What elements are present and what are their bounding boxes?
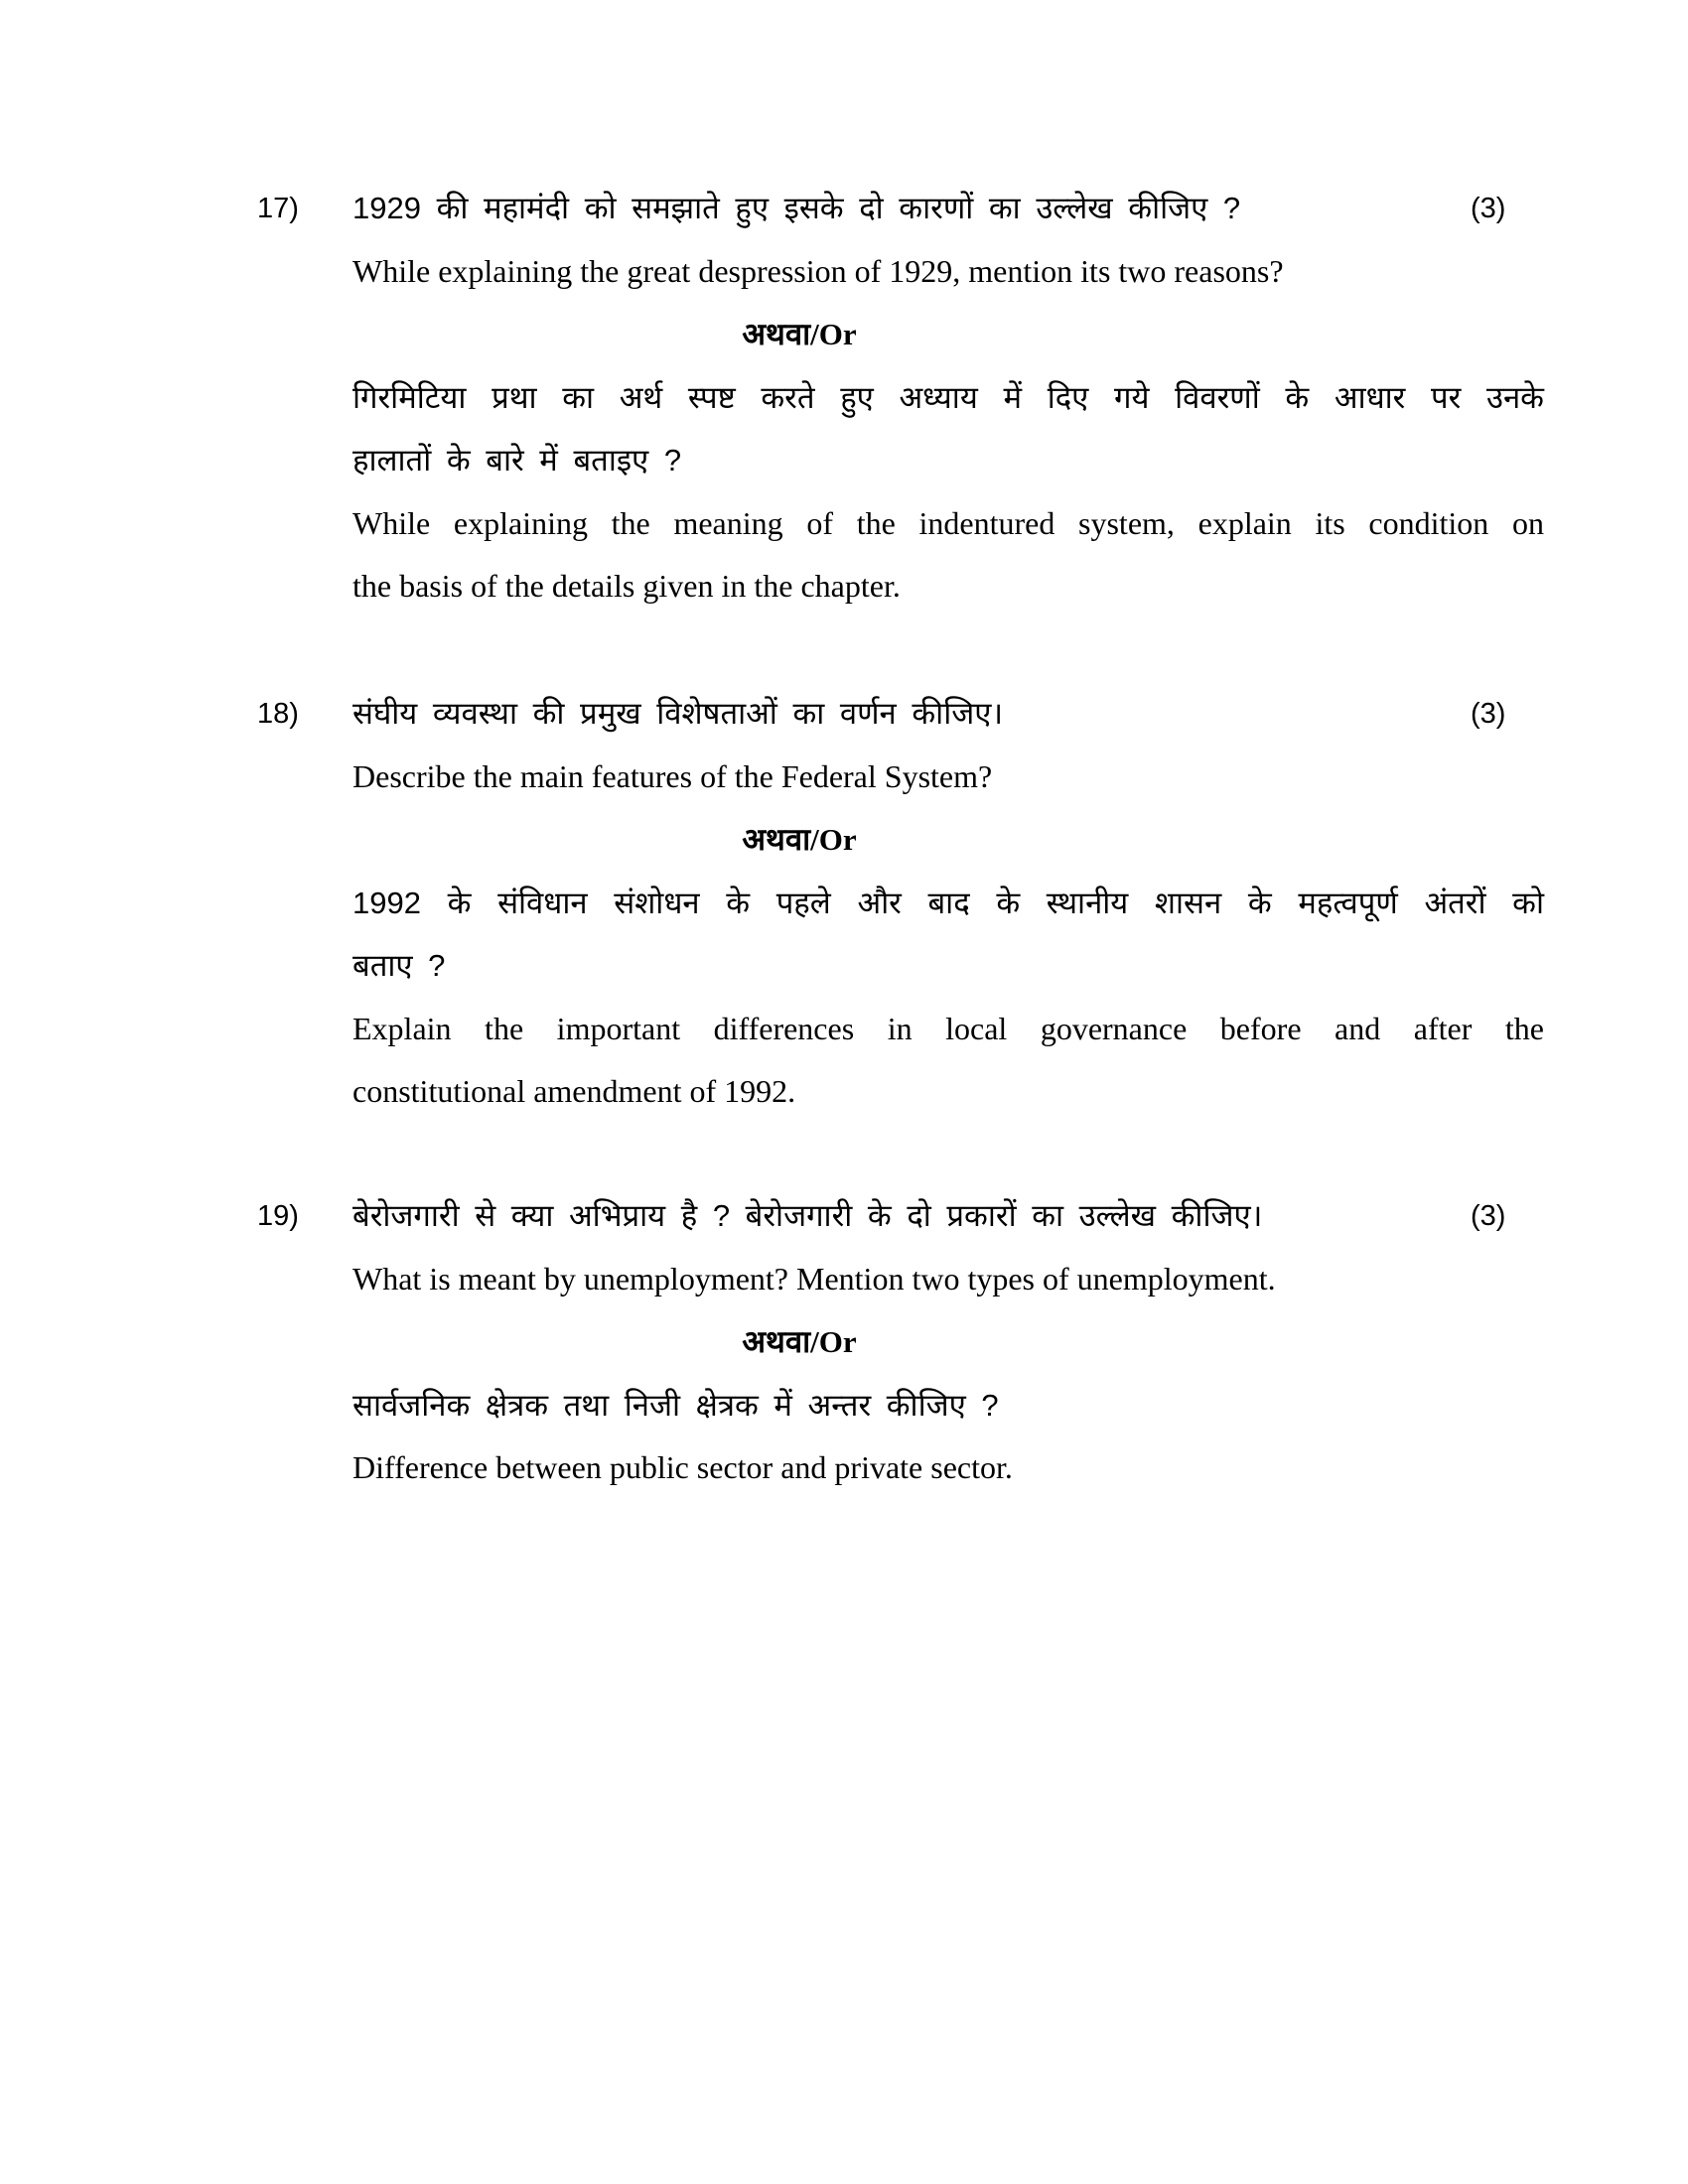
question-17-alt-english-line-2: the basis of the details given in the chapter. xyxy=(352,568,901,604)
question-17-alt-hindi-line-2: हालातों के बारे में बताइए ? xyxy=(352,443,682,478)
question-19-hindi-text: बेरोजगारी से क्या अभिप्राय है ? बेरोजगारी के दो प्रकारों का उल्लेख कीजिए। xyxy=(352,1198,1263,1233)
question-19-content xyxy=(352,1184,1544,1500)
question-19-marks: (3) xyxy=(1471,1200,1506,1232)
question-19-number: 19) xyxy=(257,1200,299,1232)
question-18-alt-english-line-1: Explain the important differences in local governance before and after the xyxy=(352,1010,1544,1046)
or-divider-label: अथवा/Or xyxy=(742,1324,857,1359)
question-19-alt-hindi-line-1: सार्वजनिक क्षेत्रक तथा निजी क्षेत्रक में अन्तर कीजिए ? xyxy=(352,1387,999,1423)
question-17-marks: (3) xyxy=(1471,193,1506,224)
question-17-alt-english-line-1: While explaining the meaning of the indentured system, explain its condition on xyxy=(352,504,1544,541)
question-17-number: 17) xyxy=(257,193,299,224)
question-18-alt-english-line-2: constitutional amendment of 1992. xyxy=(352,1073,796,1109)
question-18-hindi-text: संघीय व्यवस्था की प्रमुख विशेषताओं का वर्णन कीजिए। xyxy=(352,696,1004,731)
or-divider-label: अथवा/Or xyxy=(742,822,857,857)
question-18-english-text: Describe the main features of the Federal System? xyxy=(352,757,993,794)
question-19-alt-english-line-1: Difference between public sector and private sector. xyxy=(352,1449,1013,1485)
question-17-hindi-text: 1929 की महामंदी को समझाते हुए इसके दो कारणों का उल्लेख कीजिए ? xyxy=(352,191,1241,225)
question-19-english-text: What is meant by unemployment? Mention two types of unemployment. xyxy=(352,1260,1276,1297)
question-18-alt-hindi-line-1: 1992 के संविधान संशोधन के पहले और बाद के स्थानीय शासन के महत्वपूर्ण अंतरों को xyxy=(352,885,1544,920)
question-17-alt-hindi-line-1: गिरमिटिया प्रथा का अर्थ स्पष्ट करते हुए अध्याय में दिए गये विवरणों के आधार पर उनके xyxy=(352,379,1544,415)
question-19-or-divider xyxy=(352,1310,1246,1374)
or-divider-label: अथवा/Or xyxy=(742,317,857,351)
question-18-marks: (3) xyxy=(1471,698,1506,730)
question-17-or-divider xyxy=(352,303,1246,366)
question-18-or-divider xyxy=(352,808,1246,872)
question-17-english-text: While explaining the great despression of 1929, mention its two reasons? xyxy=(352,252,1284,289)
question-18-number: 18) xyxy=(257,698,299,730)
question-18-content xyxy=(352,682,1544,1124)
question-18-alt-hindi-line-2: बताए ? xyxy=(352,948,446,983)
question-17-content xyxy=(352,177,1544,618)
